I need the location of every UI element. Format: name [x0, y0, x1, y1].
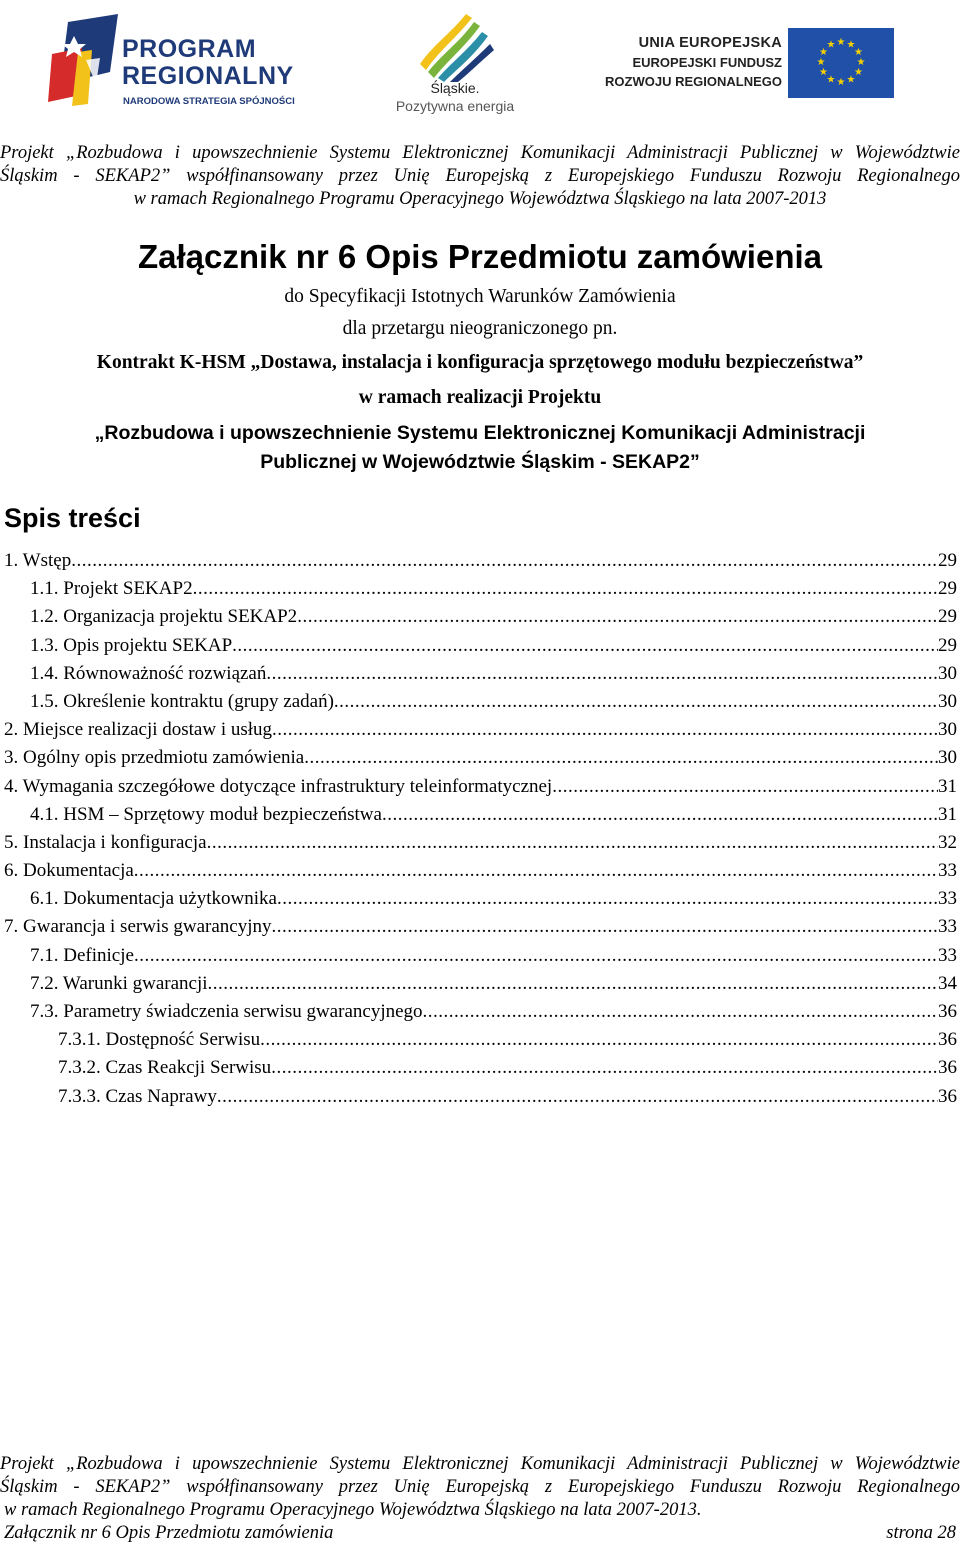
toc-entry-title: 5. Instalacja i konfiguracja [4, 831, 207, 853]
toc-entry[interactable] [0, 606, 960, 634]
toc-entry-page: 33 [938, 888, 957, 910]
toc-entry-page: 31 [938, 803, 957, 825]
toc-leader-dots [304, 747, 938, 769]
svg-text:★: ★ [826, 74, 836, 86]
toc-entry-title: 1. Wstęp [4, 550, 72, 571]
contract-title: Kontrakt K-HSM „Dostawa, instalacja i konfiguracja sprzętowego modułu bezpieczeństwa” [96, 352, 864, 373]
toc-entry-title: 1.2. Organizacja projektu SEKAP2 [30, 606, 298, 628]
toc-leader-dots [552, 776, 938, 798]
toc-entry[interactable] [0, 832, 960, 860]
slaskie-name: Śląskie. [430, 80, 480, 96]
document-subtitle-2: dla przetargu nieograniczonego pn. [342, 318, 618, 339]
toc-leader-dots [271, 916, 938, 938]
toc-leader-dots [272, 719, 938, 741]
toc-entry-page: 29 [938, 550, 957, 571]
toc-leader-dots [71, 550, 938, 572]
table-of-contents [0, 550, 960, 1114]
program-regionalny-line1: PROGRAM [122, 35, 257, 63]
toc-entry-page: 30 [938, 690, 957, 712]
svg-text:★: ★ [816, 57, 826, 68]
toc-entry[interactable] [0, 578, 960, 606]
toc-entry-title: 2. Miejsce realizacji dostaw i usług [4, 719, 273, 741]
footer-doc-name: Załącznik nr 6 Opis Przedmiotu zamówienia [4, 1523, 334, 1543]
toc-entry-title: 7.3.1. Dostępność Serwisu [58, 1029, 261, 1051]
page-header [0, 142, 960, 211]
document-subtitle-1: do Specyfikacji Istotnych Warunków Zamówienia [284, 286, 676, 307]
unia-europejska-logo [590, 28, 900, 100]
toc-leader-dots [297, 606, 938, 628]
svg-text:★: ★ [819, 67, 828, 78]
toc-leader-dots [277, 888, 938, 910]
svg-text:★: ★ [846, 74, 856, 86]
slaskie-tagline: Pozytywna energia [395, 98, 515, 114]
svg-text:★: ★ [846, 39, 856, 51]
toc-leader-dots [134, 860, 938, 882]
toc-entry-title: 7.3. Parametry świadczenia serwisu gwarancyjnego [30, 1001, 423, 1022]
toc-entry-page: 29 [938, 634, 957, 656]
toc-entry[interactable] [0, 1001, 960, 1029]
eu-flag-icon [788, 28, 894, 98]
toc-entry[interactable] [0, 860, 960, 888]
toc-entry-page: 36 [938, 1029, 957, 1051]
toc-leader-dots [207, 832, 938, 854]
toc-entry[interactable] [0, 663, 960, 691]
project-name-line2: Publicznej w Województwie Śląskim - SEKAP2” [260, 451, 700, 473]
toc-entry-title: 6. Dokumentacja [4, 860, 134, 882]
toc-entry-title: 4. Wymagania szczegółowe dotyczące infrastruktury teleinformatycznej [4, 775, 553, 797]
toc-entry-title: 1.3. Opis projektu SEKAP [30, 634, 233, 656]
toc-entry-page: 30 [938, 747, 957, 769]
svg-text:★: ★ [854, 47, 863, 58]
footer-line2: Śląskim - SEKAP2” współfinansowany przez Unię Europejską z Europejskiego Funduszu Rozwoju Regionalnego [0, 1477, 960, 1497]
toc-leader-dots [134, 945, 938, 967]
logo-bar [0, 0, 960, 130]
toc-entry-page: 33 [938, 860, 957, 882]
toc-entry[interactable] [0, 635, 960, 663]
toc-entry-page: 30 [938, 719, 957, 741]
toc-entry[interactable] [0, 945, 960, 973]
toc-leader-dots [382, 804, 938, 826]
program-regionalny-line3: NARODOWA STRATEGIA SPÓJNOŚCI [123, 96, 295, 107]
project-name-line1: „Rozbudowa i upowszechnienie Systemu Elektronicznej Komunikacji Administracji [94, 422, 866, 444]
toc-entry-title: 7. Gwarancja i serwis gwarancyjny [4, 916, 272, 938]
toc-entry-title: 7.2. Warunki gwarancji [30, 972, 208, 994]
toc-entry-page: 31 [938, 775, 957, 797]
svg-text:★: ★ [836, 37, 846, 48]
toc-leader-dots [266, 663, 938, 685]
toc-entry[interactable] [0, 973, 960, 1001]
toc-leader-dots [423, 1001, 938, 1023]
toc-entry-page: 32 [938, 831, 957, 853]
toc-leader-dots [193, 578, 938, 600]
toc-entry-title: 7.1. Definicje [30, 944, 134, 966]
toc-entry[interactable] [0, 1086, 960, 1114]
toc-entry[interactable] [0, 747, 960, 775]
toc-entry-page: 36 [938, 1085, 957, 1107]
toc-leader-dots [260, 1029, 938, 1051]
toc-entry[interactable] [0, 776, 960, 804]
program-regionalny-logo [48, 14, 328, 109]
document-title: Załącznik nr 6 Opis Przedmiotu zamówienia [137, 238, 822, 275]
unia-line2: EUROPEJSKI FUNDUSZ [632, 55, 782, 70]
toc-entry-title: 1.4. Równoważność rozwiązań [30, 662, 267, 684]
program-regionalny-line2: REGIONALNY [122, 62, 294, 90]
toc-entry[interactable] [0, 888, 960, 916]
toc-entry[interactable] [0, 691, 960, 719]
svg-text:★: ★ [826, 39, 836, 51]
toc-entry-page: 33 [938, 916, 957, 938]
toc-leader-dots [334, 691, 938, 713]
toc-entry[interactable] [0, 804, 960, 832]
toc-entry[interactable] [0, 916, 960, 944]
toc-entry-page: 30 [938, 662, 957, 684]
toc-entry-page: 36 [938, 1001, 957, 1022]
header-line3: w ramach Regionalnego Programu Operacyjnego Województwa Śląskiego na lata 2007-2013 [133, 189, 827, 209]
toc-entry-title: 6.1. Dokumentacja użytkownika [30, 888, 277, 910]
toc-entry[interactable] [0, 550, 960, 578]
toc-entry-page: 36 [938, 1057, 957, 1079]
footer-line1: Projekt „Rozbudowa i upowszechnienie Systemu Elektronicznej Komunikacji Administracji Publicznej w Województwie [0, 1454, 960, 1474]
footer-line3: w ramach Regionalnego Programu Operacyjnego Województwa Śląskiego na lata 2007-2013. [4, 1500, 702, 1520]
svg-text:★: ★ [819, 47, 828, 58]
toc-entry-page: 33 [938, 944, 957, 966]
toc-entry-page: 34 [938, 972, 957, 994]
toc-entry[interactable] [0, 719, 960, 747]
slaskie-waves-icon [414, 4, 494, 82]
toc-heading: Spis treści [4, 503, 141, 533]
project-intro: w ramach realizacji Projektu [358, 387, 602, 408]
unia-line3: ROZWOJU REGIONALNEGO [605, 74, 782, 89]
toc-entry-title: 4.1. HSM – Sprzętowy moduł bezpieczeństwa [30, 803, 382, 825]
toc-entry-title: 3. Ogólny opis przedmiotu zamówienia [4, 747, 305, 769]
unia-europejska-text [605, 34, 782, 91]
toc-entry-title: 1.1. Projekt SEKAP2 [30, 578, 193, 600]
footer-page-number: strona 28 [886, 1523, 956, 1543]
toc-entry-page: 29 [938, 606, 957, 628]
toc-entry-page: 29 [938, 578, 957, 600]
toc-entry-title: 7.3.3. Czas Naprawy [58, 1085, 217, 1107]
toc-leader-dots [232, 635, 938, 657]
toc-entry[interactable] [0, 1057, 960, 1085]
slaskie-logo [380, 4, 530, 124]
unia-line1: UNIA EUROPEJSKA [638, 35, 782, 51]
svg-text:★: ★ [856, 57, 866, 68]
toc-leader-dots [271, 1057, 938, 1079]
page-footer [0, 1453, 960, 1522]
toc-leader-dots [208, 973, 938, 995]
toc-leader-dots [217, 1086, 938, 1108]
toc-entry-title: 1.5. Określenie kontraktu (grupy zadań) [30, 690, 334, 712]
svg-text:★: ★ [854, 67, 863, 78]
toc-entry-title: 7.3.2. Czas Reakcji Serwisu [58, 1057, 272, 1079]
header-line2: Śląskim - SEKAP2” współfinansowany przez Unię Europejską z Europejskiego Funduszu Rozwoju Regionalnego [0, 166, 960, 186]
svg-text:★: ★ [836, 77, 846, 88]
header-line1: Projekt „Rozbudowa i upowszechnienie Systemu Elektronicznej Komunikacji Administracji Publicznej w Województwie [0, 143, 960, 163]
program-regionalny-mark-icon [48, 14, 122, 106]
footer-bottom-line [4, 1523, 956, 1544]
toc-entry[interactable] [0, 1029, 960, 1057]
